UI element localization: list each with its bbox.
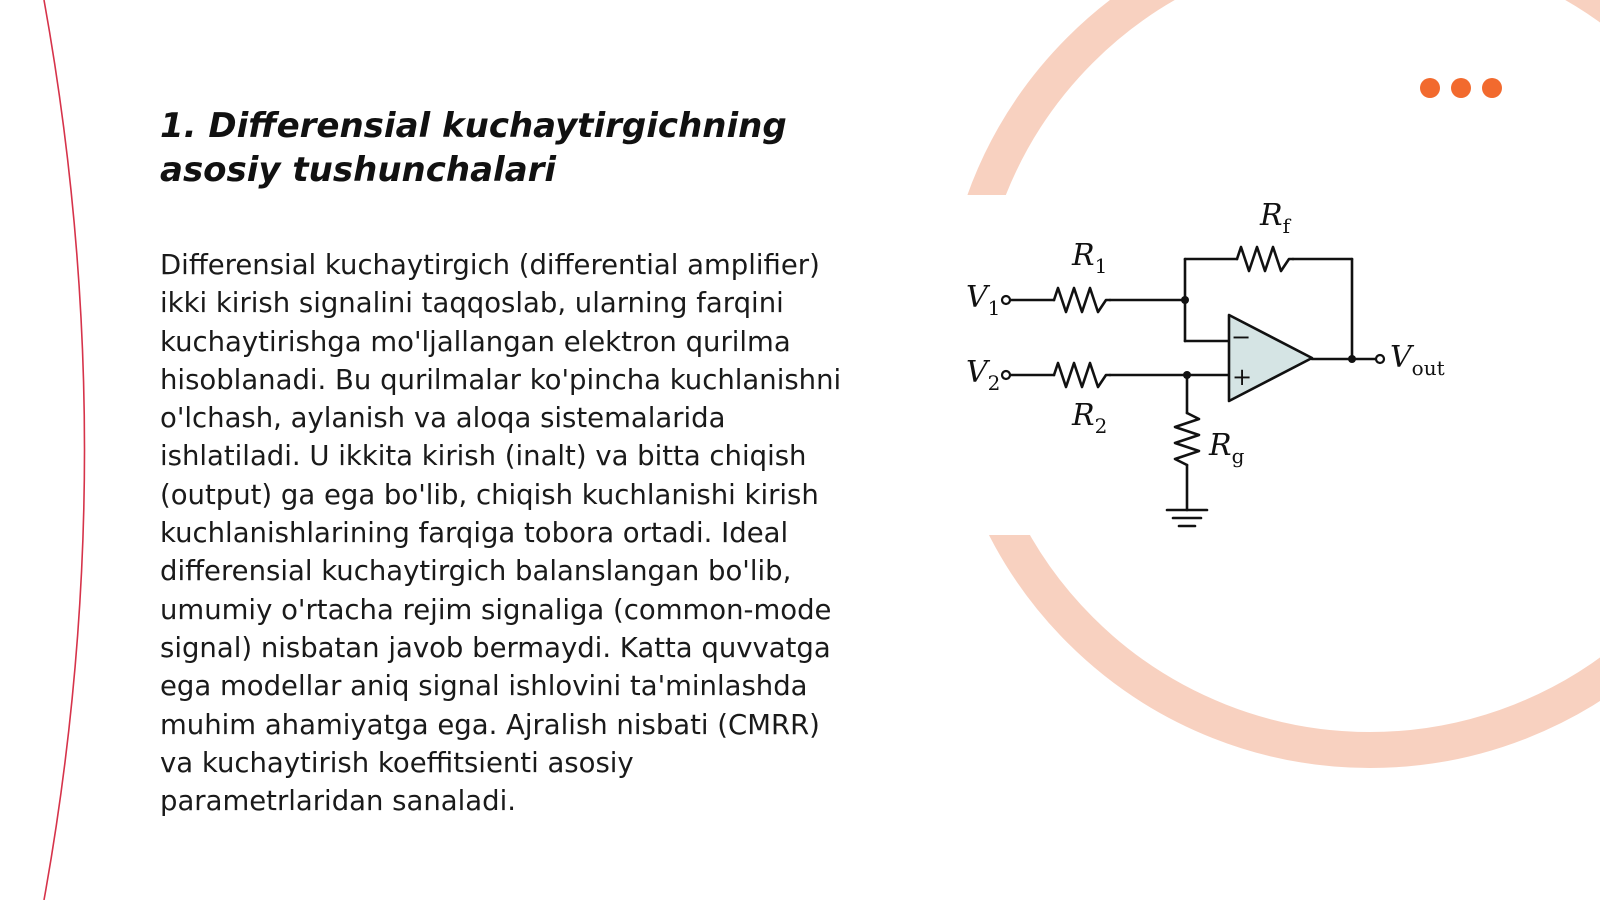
opamp-minus-sign: − [1231, 323, 1252, 351]
rf-resistor [1237, 247, 1293, 271]
left-decorative-curve [0, 0, 120, 900]
r2-label: $R_2$ [1072, 398, 1108, 438]
vout-label: $V_{out}$ [1390, 340, 1445, 380]
v2-label: $V_2$ [966, 355, 1001, 395]
three-dots-icon [1420, 78, 1502, 98]
v1-label: $V_1$ [966, 280, 1001, 320]
slide-body-text: Differensial kuchaytirgich (differential amplifier) ikki kirish signalini taqqoslab, ularning farqini kuchaytirishga mo'ljallangan elektron qurilma hisoblanadi. Bu qurilmalar ko'pincha kuchlanishni o'lchash, aylanish va aloqa sistemalarida ishlatiladi. U ikkita kirish (inalt) va bitta chiqish (output) ga ega bo'lib, chiqish kuchlanishi kirish kuchlanishlarining farqiga tobora ortadi. Ideal differensial kuchaytirgich balanslangan bo'lib, umumiy o'rtacha rejim signaliga (common-mode signal) nisbatan javob bermaydi. Katta quvvatga ega modellar aniq signal ishlovini ta'minlashda muhim ahamiyatga ega. Ajralish nisbati (CMRR) va kuchaytirish koeffitsienti asosiy parametrlaridan sanaladi. [160, 249, 842, 818]
dot [1451, 78, 1471, 98]
opamp-plus-sign: + [1232, 363, 1253, 391]
r2-resistor [1054, 363, 1110, 387]
r1-resistor [1054, 288, 1110, 312]
slide-title: 1. Differensial kuchaytirgichning asosiy tushunchalari [160, 106, 787, 190]
r1-label: $R_1$ [1072, 238, 1108, 278]
dot [1482, 78, 1502, 98]
rg-label: $R_g$ [1209, 428, 1245, 468]
dot [1420, 78, 1440, 98]
differential-amplifier-circuit [940, 195, 1445, 535]
rf-label: $R_f$ [1260, 198, 1290, 238]
rg-resistor [1175, 413, 1199, 465]
